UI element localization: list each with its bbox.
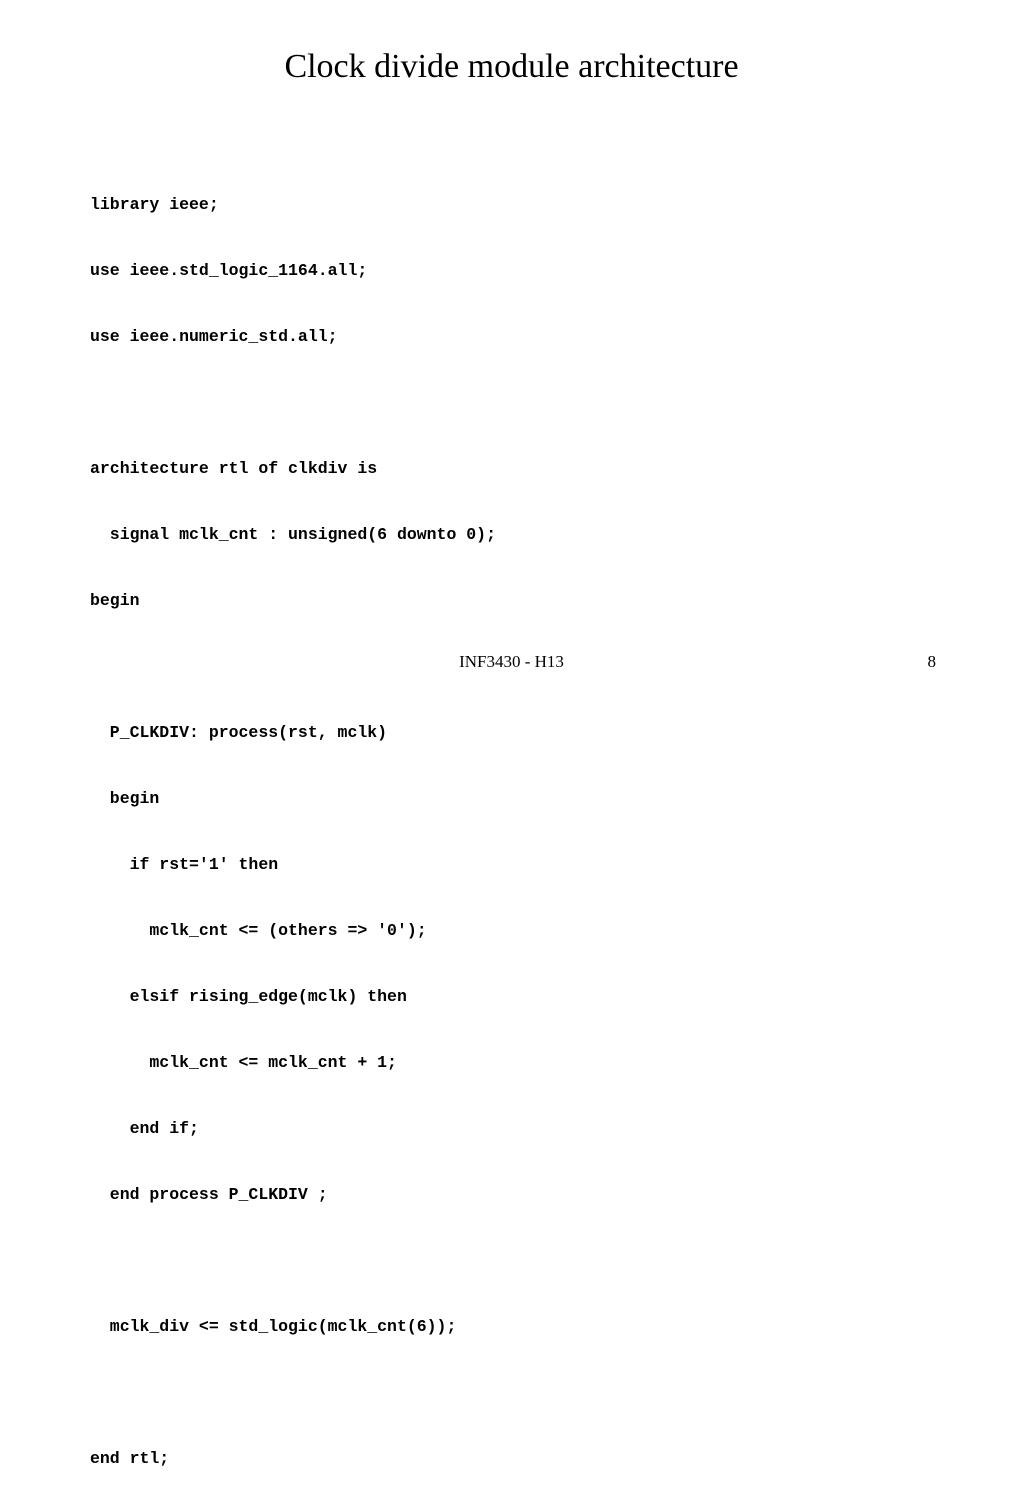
code-line: mclk_div <= std_logic(mclk_cnt(6));	[90, 1317, 457, 1336]
code-line: P_CLKDIV: process(rst, mclk)	[90, 723, 388, 742]
footer-page-number: 8	[927, 652, 936, 671]
code-line: mclk_cnt <= mclk_cnt + 1;	[90, 1053, 397, 1072]
code-line: end process P_CLKDIV ;	[90, 1185, 328, 1204]
footer-course-label: INF3430 - H13	[459, 652, 564, 671]
code-line: elsif rising_edge(mclk) then	[90, 987, 407, 1006]
code-line: if rst='1' then	[90, 855, 279, 874]
code-line: library ieee;	[90, 195, 219, 214]
code-line	[90, 1382, 496, 1404]
code-line: end if;	[90, 1119, 199, 1138]
code-line: use ieee.std_logic_1164.all;	[90, 261, 368, 280]
code-line	[90, 392, 496, 414]
code-block	[90, 150, 496, 1492]
code-line: begin	[90, 789, 160, 808]
code-line: mclk_cnt <= (others => '0');	[90, 921, 427, 940]
code-line	[90, 1250, 496, 1272]
code-line: end rtl;	[90, 1449, 170, 1468]
code-line: architecture rtl of clkdiv is	[90, 459, 378, 478]
code-line: use ieee.numeric_std.all;	[90, 327, 338, 346]
code-line: signal mclk_cnt : unsigned(6 downto 0);	[90, 525, 496, 544]
slide-title: Clock divide module architecture	[284, 48, 739, 85]
code-line: begin	[90, 591, 140, 610]
